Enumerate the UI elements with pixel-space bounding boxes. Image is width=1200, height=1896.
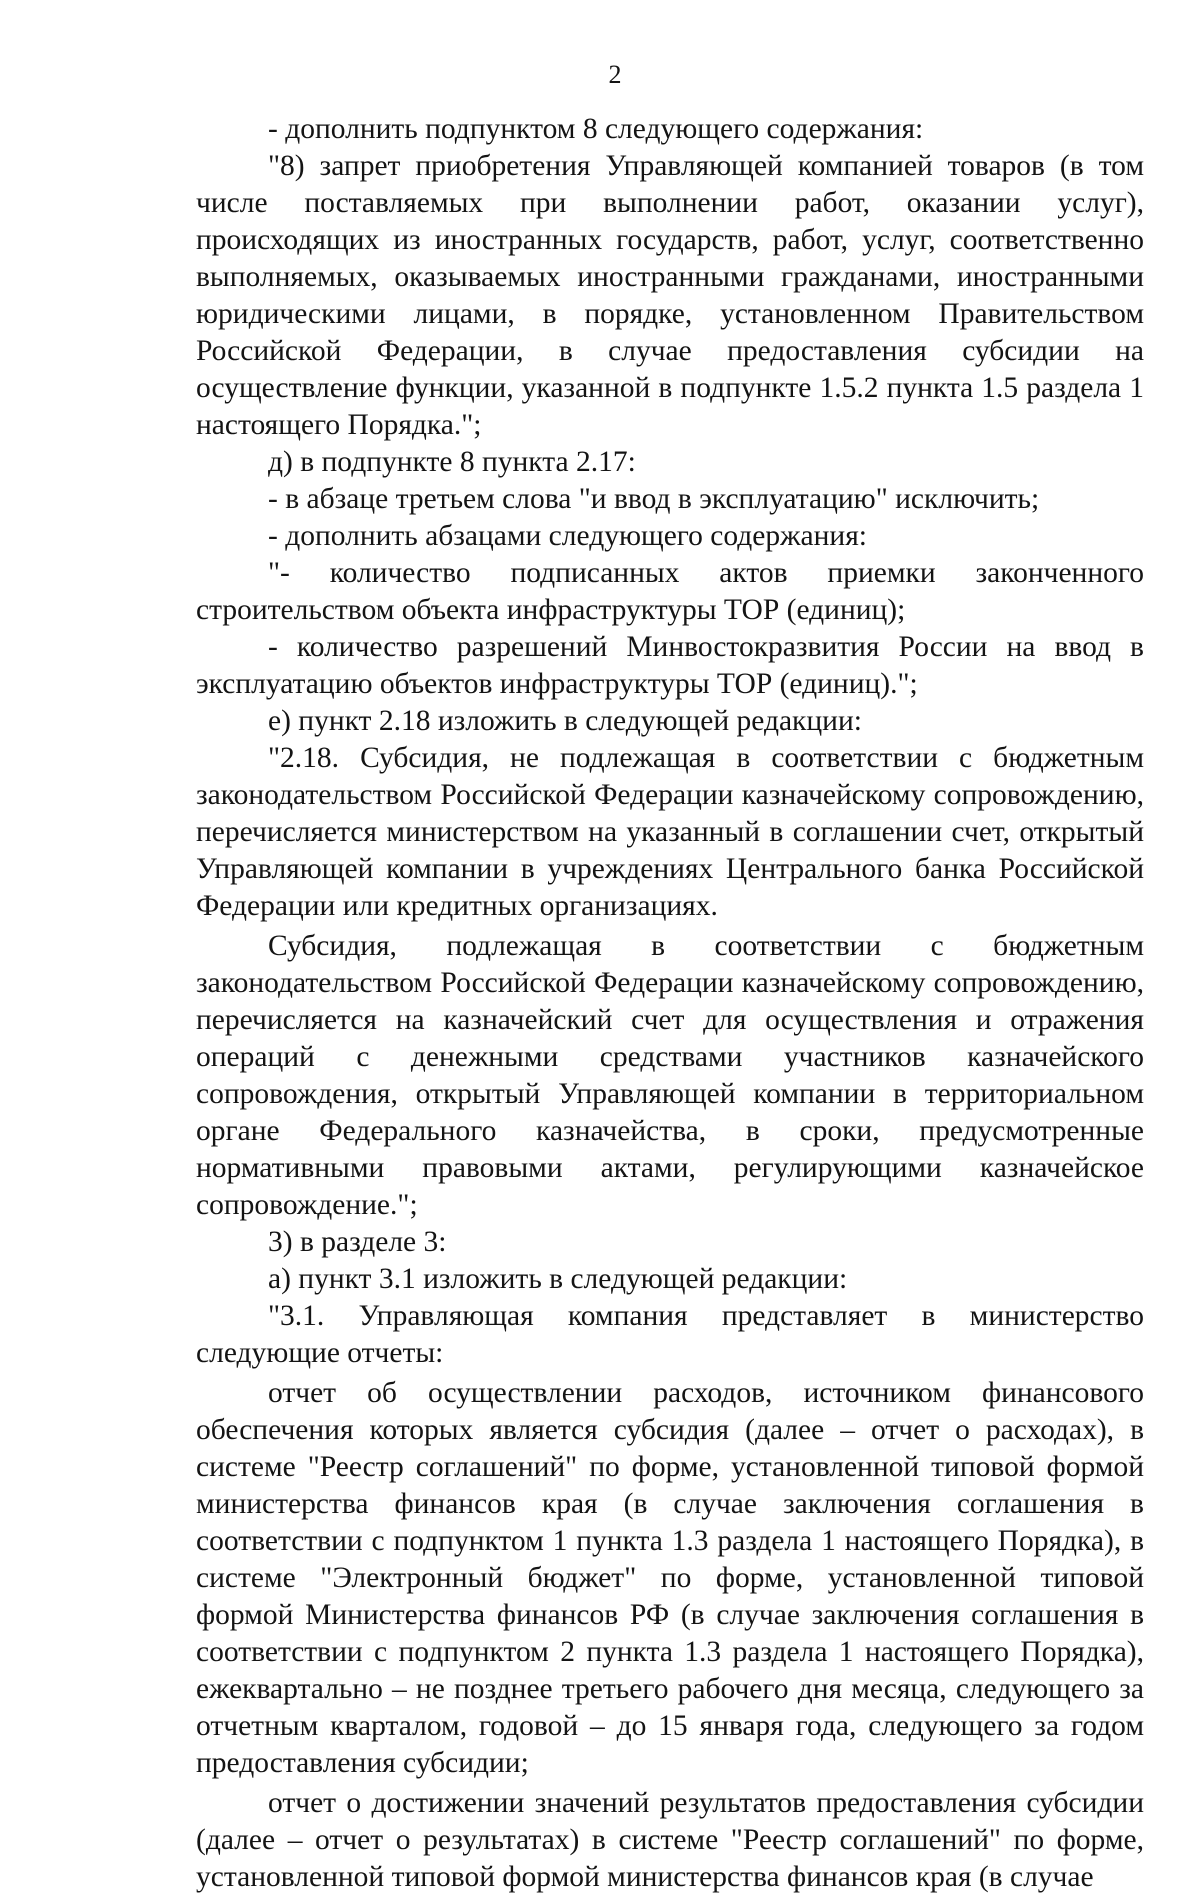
paragraph: "- количество подписанных актов приемки законченного строительством объекта инфраструктуры ТОР (единиц); [196, 557, 1144, 626]
paragraph: - дополнить абзацами следующего содержания: [268, 520, 867, 552]
document-body [196, 111, 1144, 1896]
paragraph: - дополнить подпунктом 8 следующего содержания: [268, 113, 924, 145]
paragraph: а) пункт 3.1 изложить в следующей редакции: [268, 1263, 848, 1295]
paragraph: "8) запрет приобретения Управляющей компанией товаров (в том числе поставляемых при выполнении работ, оказании услуг), происходящих из иностранных государств, работ, услуг, соответственно выполняемых, оказываемых иностранными гражданами, иностранными юридическими лицами, в порядке, установленном Правительством Российской Федерации, в случае предоставления субсидии на осуществление функции, указанной в подпункте 1.5.2 пункта 1.5 раздела 1 настоящего Порядка."; [196, 150, 1144, 441]
paragraph: - в абзаце третьем слова "и ввод в эксплуатацию" исключить; [268, 483, 1040, 515]
paragraph: д) в подпункте 8 пункта 2.17: [268, 446, 636, 478]
paragraph: е) пункт 2.18 изложить в следующей редакции: [268, 705, 862, 737]
paragraph: отчет об осуществлении расходов, источником финансового обеспечения которых является субсидия (далее – отчет о расходах), в системе "Реестр соглашений" по форме, установленной типовой формой министерства финансов края (в случае заключения соглашения в соответствии с подпунктом 1 пункта 1.3 раздела 1 настоящего Порядка), в системе "Электронный бюджет" по форме, установленной типовой формой Министерства финансов РФ (в случае заключения соглашения в соответствии с подпунктом 2 пункта 1.3 раздела 1 настоящего Порядка), ежеквартально – не позднее третьего рабочего дня месяца, следующего за отчетным кварталом, годовой – до 15 января года, следующего за годом предоставления субсидии; [196, 1377, 1144, 1779]
paragraph: "3.1. Управляющая компания представляет в министерство следующие отчеты: [196, 1300, 1144, 1369]
paragraph: Субсидия, подлежащая в соответствии с бюджетным законодательством Российской Федерации казначейскому сопровождению, перечисляется на казначейский счет для осуществления и отражения операций с денежными средствами участников казначейского сопровождения, открытый Управляющей компании в территориальном органе Федерального казначейства, в сроки, предусмотренные нормативными правовыми актами, регулирующими казначейское сопровождение."; [196, 930, 1144, 1221]
page-number: 2 [608, 60, 622, 89]
paragraph: 3) в разделе 3: [268, 1226, 447, 1258]
paragraph: отчет о достижении значений результатов предоставления субсидии (далее – отчет о результатах) в системе "Реестр соглашений" по форме, установленной типовой формой министерства финансов края (в случае [196, 1787, 1144, 1893]
paragraph: "2.18. Субсидия, не подлежащая в соответствии с бюджетным законодательством Российской Федерации казначейскому сопровождению, перечисляется министерством на указанный в соглашении счет, открытый Управляющей компании в учреждениях Центрального банка Российской Федерации или кредитных организациях. [196, 742, 1144, 922]
paragraph: - количество разрешений Минвостокразвития России на ввод в эксплуатацию объектов инфраструктуры ТОР (единиц)."; [196, 631, 1144, 700]
